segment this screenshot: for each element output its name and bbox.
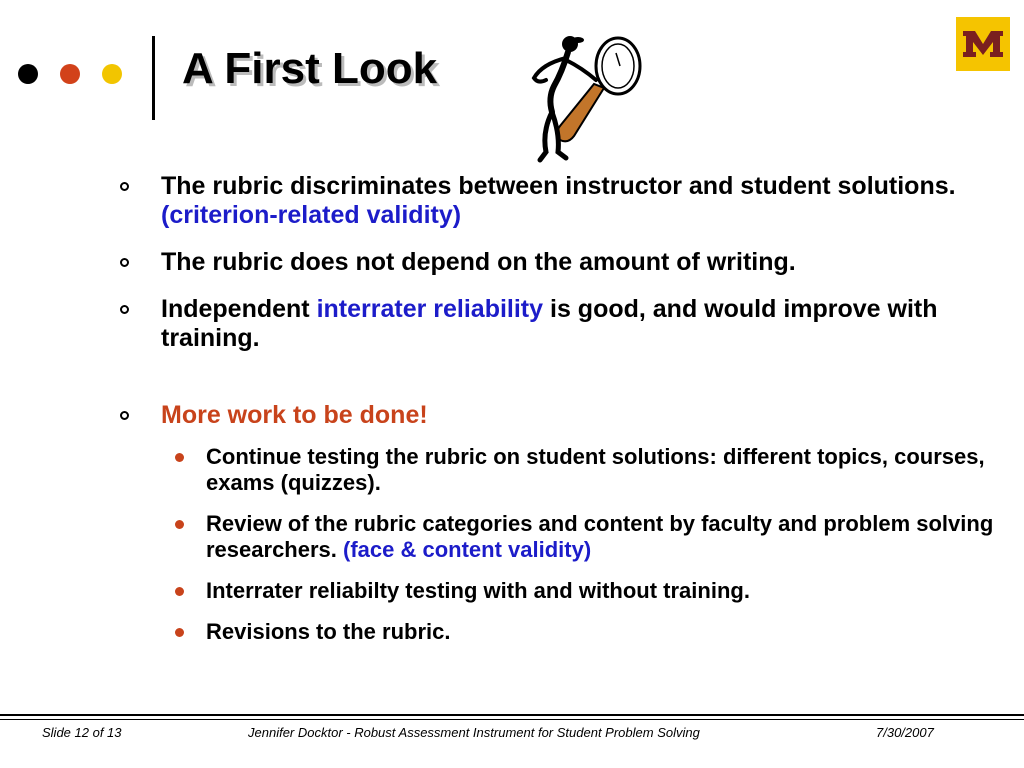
slide-number: Slide 12 of 13: [42, 725, 122, 740]
bullet-amount-of-writing: [120, 248, 1000, 277]
bullet-more-work: [120, 401, 1000, 430]
filled-bullet-icon: [175, 587, 184, 596]
bullet-list: [120, 172, 1000, 660]
sub-bullet-revisions: [120, 619, 1000, 645]
bullet-highlight: (criterion-related validity): [161, 201, 462, 229]
sub-bullet-review-categories: [120, 511, 1000, 563]
slide-title: A First Look: [182, 44, 438, 93]
bullet-text: More work to be done!: [161, 401, 428, 429]
magnifying-glass-figure-icon: [512, 28, 652, 168]
hollow-bullet-icon: [120, 411, 129, 420]
sub-bullet-continue-testing: [120, 444, 1000, 496]
bullet-text: The rubric discriminates between instructor and student solutions.: [161, 172, 956, 200]
title-decoration-dots: [18, 62, 144, 86]
title-divider: [152, 36, 155, 120]
footer-divider-thin: [0, 719, 1024, 720]
orange-dot: [60, 64, 80, 84]
sub-bullet-text: Continue testing the rubric on student solutions: different topics, courses, exams (quizzes).: [206, 444, 985, 495]
filled-bullet-icon: [175, 520, 184, 529]
hollow-bullet-icon: [120, 258, 129, 267]
university-m-logo-icon: [956, 17, 1010, 71]
hollow-bullet-icon: [120, 182, 129, 191]
sub-bullet-text: Revisions to the rubric.: [206, 619, 451, 644]
filled-bullet-icon: [175, 628, 184, 637]
presentation-date: 7/30/2007: [876, 725, 934, 740]
bullet-text-post: is good, and would improve with training.: [161, 295, 938, 352]
yellow-dot: [102, 64, 122, 84]
sub-bullet-text: Interrater reliabilty testing with and without training.: [206, 578, 750, 603]
bullet-interrater-reliability: [120, 295, 1000, 353]
sub-bullet-interrater-testing: [120, 578, 1000, 604]
bullet-criterion-validity: [120, 172, 1000, 230]
bullet-text: The rubric does not depend on the amount of writing.: [161, 248, 796, 276]
bullet-text-pre: Independent: [161, 295, 310, 323]
filled-bullet-icon: [175, 453, 184, 462]
black-dot: [18, 64, 38, 84]
bullet-highlight: interrater reliability: [316, 295, 544, 323]
sub-bullet-highlight: (face & content validity): [343, 537, 592, 562]
sub-bullet-text: Review of the rubric categories and content by faculty and problem solving researchers.: [206, 511, 994, 562]
presentation-title: Jennifer Docktor - Robust Assessment Instrument for Student Problem Solving: [248, 725, 700, 740]
footer-divider-thick: [0, 714, 1024, 716]
hollow-bullet-icon: [120, 305, 129, 314]
